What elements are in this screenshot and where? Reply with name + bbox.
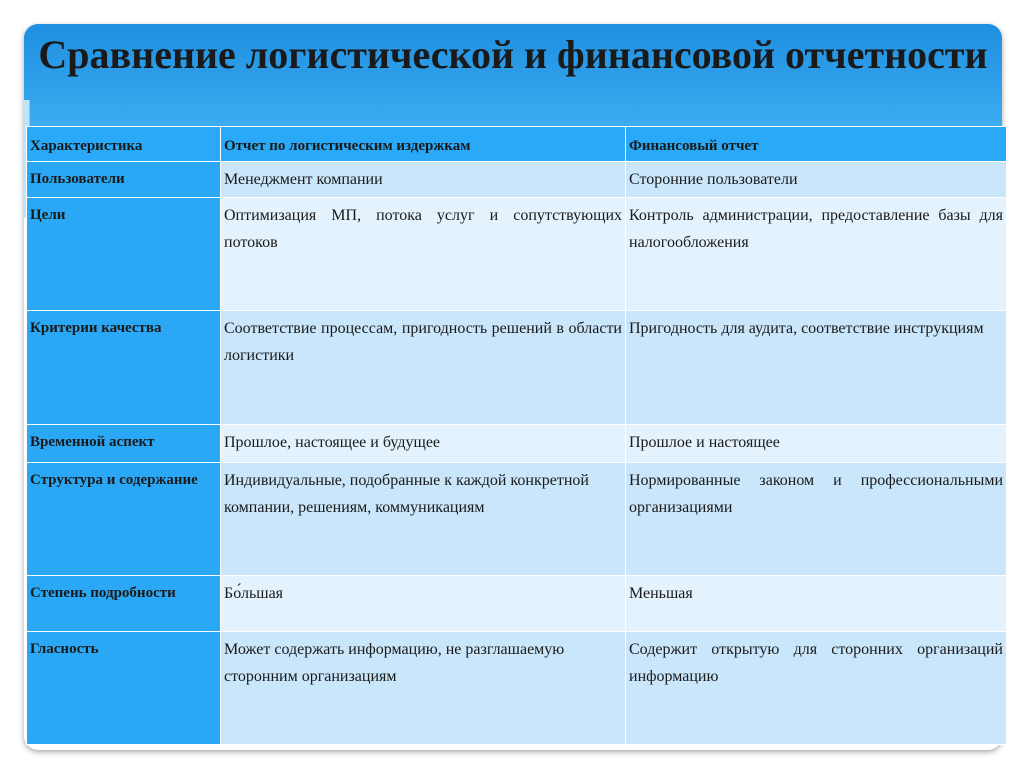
row-key: Гласность [27, 632, 221, 745]
table-row [27, 162, 1007, 198]
comparison-table [26, 126, 1007, 745]
table-row [27, 425, 1007, 463]
row-key: Степень подробности [27, 576, 221, 632]
row-logistic: Бо́льшая [221, 576, 626, 632]
row-financial: Нормированные законом и профессиональными организациями [626, 463, 1007, 576]
row-key: Критерии качества [27, 311, 221, 425]
row-key: Цели [27, 198, 221, 311]
row-logistic: Прошлое, настоящее и будущее [221, 425, 626, 463]
row-logistic: Может содержать информацию, не разглашаемую сторонним организациям [221, 632, 626, 745]
row-key: Структура и содержание [27, 463, 221, 576]
table-row [27, 463, 1007, 576]
table-row [27, 311, 1007, 425]
row-financial: Прошлое и настоящее [626, 425, 1007, 463]
table-header-row [27, 127, 1007, 162]
table-row [27, 198, 1007, 311]
header-logistic-report: Отчет по логистическим издержкам [221, 127, 626, 162]
row-key: Временной аспект [27, 425, 221, 463]
row-logistic: Индивидуальные, подобранные к каждой конкретной компании, решениям, коммуникациям [221, 463, 626, 576]
row-financial: Контроль администрации, предоставление базы для налогообложения [626, 198, 1007, 311]
row-financial: Пригодность для аудита, соответствие инструкциям [626, 311, 1007, 425]
row-key: Пользователи [27, 162, 221, 198]
row-logistic: Оптимизация МП, потока услуг и сопутствующих потоков [221, 198, 626, 311]
page-title: Сравнение логистической и финансовой отчетности [38, 32, 988, 77]
row-financial: Меньшая [626, 576, 1007, 632]
row-logistic: Менеджмент компании [221, 162, 626, 198]
header-financial-report: Финансовый отчет [626, 127, 1007, 162]
header-characteristic: Характеристика [27, 127, 221, 162]
row-logistic: Соответствие процессам, пригодность решений в области логистики [221, 311, 626, 425]
row-financial: Содержит открытую для сторонних организаций информацию [626, 632, 1007, 745]
row-financial: Сторонние пользователи [626, 162, 1007, 198]
table-row [27, 632, 1007, 745]
comparison-table-wrapper [26, 126, 1006, 745]
table-row [27, 576, 1007, 632]
